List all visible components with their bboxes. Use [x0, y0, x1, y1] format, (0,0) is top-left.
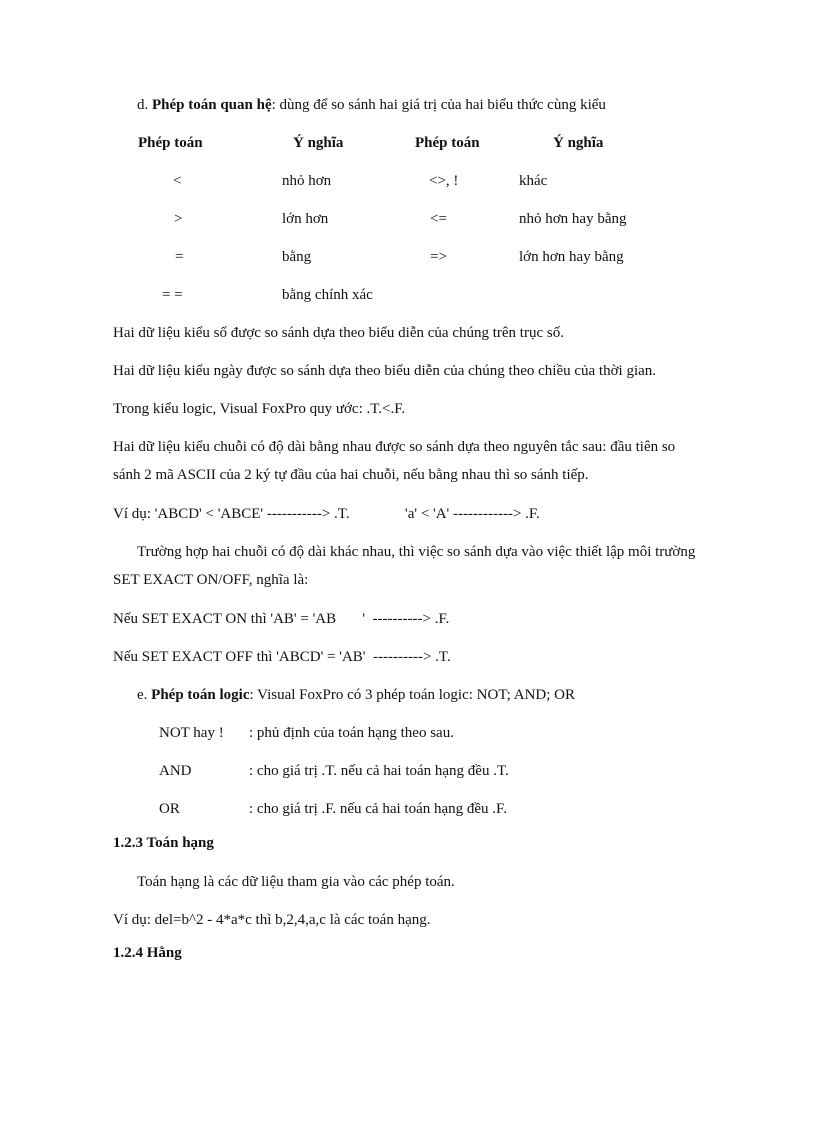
logic-op-name: AND: [159, 763, 192, 779]
section-d-line: [137, 96, 606, 114]
heading-operands: 1.2.3 Toán hạng: [113, 835, 214, 851]
logic-op-desc: : phủ định của toán hạng theo sau.: [249, 725, 454, 741]
paragraph-exact-line1: Trường hợp hai chuỗi có độ dài khác nhau, thì việc so sánh dựa vào việc thiết lập môi trường: [137, 544, 696, 560]
section-e-line: [137, 686, 575, 704]
paragraph-operands: Toán hạng là các dữ liệu tham gia vào các phép toán.: [137, 874, 455, 890]
paragraph-string-compare-line2: sánh 2 mã ASCII của 2 ký tự đầu của hai chuỗi, nếu bằng nhau thì so sánh tiếp.: [113, 467, 589, 483]
paragraph-logic-convention: Trong kiểu logic, Visual FoxPro quy ước: .T.<.F.: [113, 401, 406, 417]
table-cell-op: <=: [430, 211, 447, 227]
logic-op-desc: : cho giá trị .T. nếu cả hai toán hạng đều .T.: [249, 763, 509, 779]
table-cell-op: <>, !: [429, 173, 459, 189]
table-cell-meaning: bằng chính xác: [282, 287, 373, 303]
table-cell-meaning: nhỏ hơn: [282, 173, 332, 189]
paragraph-exact-line2: SET EXACT ON/OFF, nghĩa là:: [113, 572, 309, 588]
example-exact-off: Nếu SET EXACT OFF thì 'ABCD' = 'AB' ----------> .T.: [113, 649, 451, 665]
table-cell-meaning: nhỏ hơn hay bằng: [519, 211, 627, 227]
table-cell-op: = =: [162, 287, 183, 303]
section-e-prefix: e.: [137, 687, 152, 703]
example-string-compare-a: Ví dụ: 'ABCD' < 'ABCE' -----------> .T.: [113, 506, 350, 522]
paragraph-numeric-compare: Hai dữ liệu kiểu số được so sánh dựa theo biểu diễn của chúng trên trục số.: [113, 325, 564, 341]
section-e-rest: : Visual FoxPro có 3 phép toán logic: NOT; AND; OR: [249, 687, 575, 703]
table-header-meaning-1: Ý nghĩa: [293, 135, 344, 151]
table-cell-meaning: bằng: [282, 249, 312, 265]
table-header-operator-1: Phép toán: [138, 135, 203, 151]
example-string-compare-b: 'a' < 'A' ------------> .F.: [405, 506, 540, 522]
section-e-title: Phép toán logic: [151, 687, 250, 703]
table-cell-op: =>: [430, 249, 447, 265]
paragraph-string-compare-line1: Hai dữ liệu kiểu chuỗi có độ dài bằng nhau được so sánh dựa theo nguyên tắc sau: đầu tiên so: [113, 439, 676, 455]
table-header-operator-2: Phép toán: [415, 135, 480, 151]
table-cell-op: <: [173, 173, 182, 189]
paragraph-date-compare: Hai dữ liệu kiểu ngày được so sánh dựa theo biểu diễn của chúng theo chiều của thời gian.: [113, 363, 657, 379]
logic-op-desc: : cho giá trị .F. nếu cả hai toán hạng đều .F.: [249, 801, 507, 817]
section-d-prefix: d.: [137, 97, 152, 113]
table-cell-meaning: lớn hơn: [282, 211, 329, 227]
section-d-rest: : dùng để so sánh hai giá trị của hai biểu thức cùng kiểu: [271, 97, 606, 113]
section-d-title: Phép toán quan hệ: [152, 97, 272, 113]
table-cell-op: =: [175, 249, 184, 265]
example-exact-on: Nếu SET EXACT ON thì 'AB' = 'AB ' ----------> .F.: [113, 611, 450, 627]
logic-op-name: NOT hay !: [159, 725, 224, 741]
table-cell-meaning: khác: [519, 173, 548, 189]
table-cell-op: >: [174, 211, 183, 227]
table-cell-meaning: lớn hơn hay bằng: [519, 249, 624, 265]
table-header-meaning-2: Ý nghĩa: [553, 135, 604, 151]
heading-constants: 1.2.4 Hằng: [113, 945, 182, 961]
logic-op-name: OR: [159, 801, 180, 817]
example-operands: Ví dụ: del=b^2 - 4*a*c thì b,2,4,a,c là các toán hạng.: [113, 912, 431, 928]
